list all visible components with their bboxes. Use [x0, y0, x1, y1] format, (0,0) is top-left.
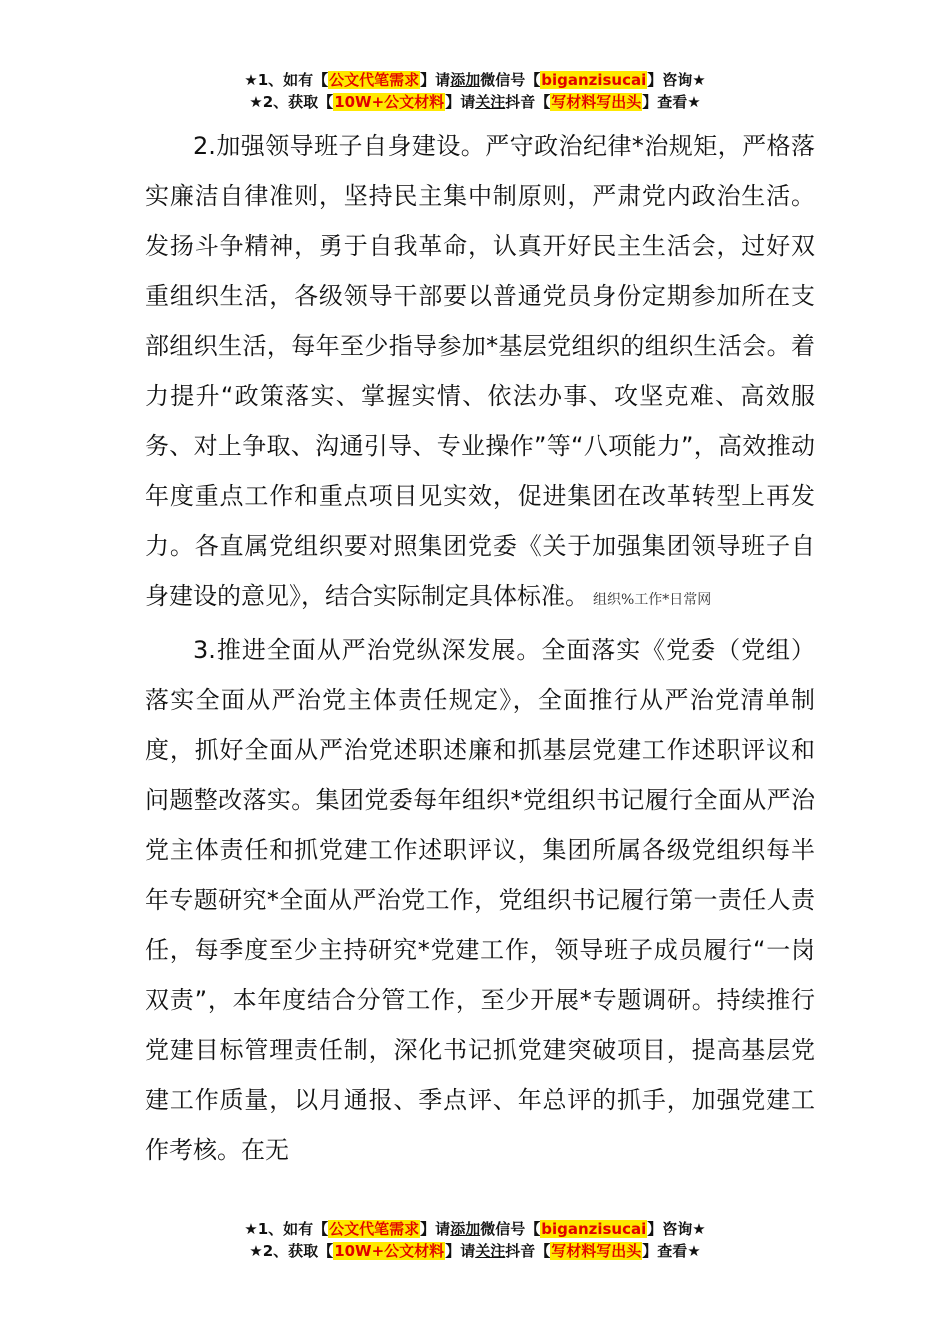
promo-underlined: 添加: [450, 71, 481, 89]
promo-text: 微信号【: [480, 71, 541, 89]
promo-text: 抖音【: [505, 1242, 551, 1260]
promo-text: 】请: [420, 71, 451, 89]
promo-douyin-account: 写材料写出头: [551, 93, 642, 111]
promo-text: 抖音【: [505, 93, 551, 111]
promo-text: ★1、如有【: [244, 71, 329, 89]
promo-text: 】请: [445, 1242, 476, 1260]
promo-text: ★2、获取【: [249, 1242, 334, 1260]
promo-underlined: 关注: [475, 93, 506, 111]
promo-text: 】请: [445, 93, 476, 111]
promo-text: 】查看★: [642, 93, 701, 111]
watermark-text: 组织%工作*日常网: [593, 592, 712, 608]
paragraph-3: [145, 625, 815, 1175]
promo-highlight: 公文代笔需求: [329, 71, 420, 89]
promo-line-2: [0, 91, 950, 113]
promo-wechat-id: biganzisucai: [541, 1220, 647, 1238]
paragraph-2: [145, 121, 815, 625]
promo-text: ★2、获取【: [249, 93, 334, 111]
promo-line-2: [0, 1240, 950, 1262]
promo-text: 】咨询★: [647, 1220, 706, 1238]
promo-text: 】查看★: [642, 1242, 701, 1260]
promo-text: ★1、如有【: [244, 1220, 329, 1238]
promo-line-1: [0, 1218, 950, 1240]
promo-highlight: 10W+公文材料: [334, 1242, 445, 1260]
footer-promo-banner: [0, 1218, 950, 1262]
promo-underlined: 关注: [475, 1242, 506, 1260]
promo-text: 】咨询★: [647, 71, 706, 89]
document-body: [145, 121, 815, 1175]
promo-highlight: 公文代笔需求: [329, 1220, 420, 1238]
header-promo-banner: [0, 69, 950, 113]
promo-wechat-id: biganzisucai: [541, 71, 647, 89]
paragraph-text: 2.加强领导班子自身建设。严守政治纪律*治规矩，严格落实廉洁自律准则，坚持民主集中制原则，严肃党内政治生活。发扬斗争精神，勇于自我革命，认真开好民主生活会，过好双重组织生活，各级领导干部要以普通党员身份定期参加所在支部组织生活，每年至少指导参加*基层党组织的组织生活会。着力提升“政策落实、掌握实情、依法办事、攻坚克难、高效服务、对上争取、沟通引导、专业操作”等“八项能力”，高效推动年度重点工作和重点项目见实效，促进集团在改革转型上再发力。各直属党组织要对照集团党委《关于加强集团领导班子自身建设的意见》，结合实际制定具体标准。: [145, 132, 815, 610]
promo-douyin-account: 写材料写出头: [551, 1242, 642, 1260]
paragraph-text: 3.推进全面从严治党纵深发展。全面落实《党委（党组）落实全面从严治党主体责任规定》，全面推行从严治党清单制度，抓好全面从严治党述职述廉和抓基层党建工作述职评议和问题整改落实。集团党委每年组织*党组织书记履行全面从严治党主体责任和抓党建工作述职评议，集团所属各级党组织每半年专题研究*全面从严治党工作，党组织书记履行第一责任人责任，每季度至少主持研究*党建工作，领导班子成员履行“一岗双责”，本年度结合分管工作，至少开展*专题调研。持续推行党建目标管理责任制，深化书记抓党建突破项目，提高基层党建工作质量，以月通报、季点评、年总评的抓手，加强党建工作考核。在无: [145, 636, 815, 1164]
promo-text: 】请: [420, 1220, 451, 1238]
promo-text: 微信号【: [480, 1220, 541, 1238]
promo-line-1: [0, 69, 950, 91]
promo-underlined: 添加: [450, 1220, 481, 1238]
promo-highlight: 10W+公文材料: [334, 93, 445, 111]
